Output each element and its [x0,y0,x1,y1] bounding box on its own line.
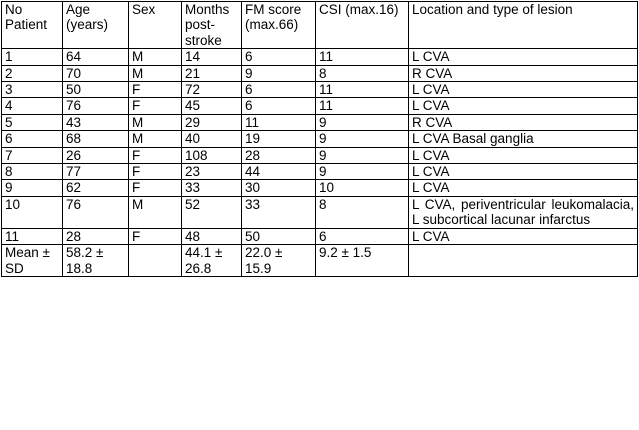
cell-sex-empty [129,245,182,277]
cell-months: 52 [182,196,242,228]
cell-lesion: L CVA [409,164,638,180]
cell-lesion-empty [409,245,638,277]
header-fm-score: FM score (max.66) [242,2,316,49]
cell-months: 21 [182,65,242,81]
table-row [2,196,638,228]
cell-sex: F [129,164,182,180]
cell-lesion: L CVA [409,147,638,163]
cell-age: 77 [63,164,129,180]
cell-months: 33 [182,180,242,196]
cell-lesion: L CVA, periventricular leukomalacia, L subcortical lacunar infarctus [409,196,638,228]
cell-age: 76 [63,196,129,228]
cell-fm-score: 30 [242,180,316,196]
cell-fm-score: 33 [242,196,316,228]
cell-fm-score: 6 [242,82,316,98]
table-row [2,49,638,65]
cell-months: 72 [182,82,242,98]
cell-patient: 10 [2,196,63,228]
cell-fm-score: 6 [242,98,316,114]
patient-characteristics-table [1,1,638,277]
cell-csi: 9 [316,164,409,180]
table-row [2,164,638,180]
cell-sex: M [129,49,182,65]
table-row [2,98,638,114]
cell-patient: 6 [2,131,63,147]
cell-patient: 2 [2,65,63,81]
cell-csi: 8 [316,196,409,228]
table-row [2,65,638,81]
cell-months: 14 [182,49,242,65]
cell-fm-score: 44 [242,164,316,180]
cell-age: 68 [63,131,129,147]
cell-csi: 11 [316,82,409,98]
cell-patient: 9 [2,180,63,196]
header-months-post-stroke: Months post-stroke [182,2,242,49]
cell-patient: 3 [2,82,63,98]
table-row [2,147,638,163]
table-row [2,114,638,130]
cell-sex: M [129,196,182,228]
table-row [2,180,638,196]
cell-age-mean: 58.2 ± 18.8 [63,245,129,277]
cell-patient: 7 [2,147,63,163]
cell-lesion: R CVA [409,65,638,81]
table-header-row [2,2,638,49]
cell-csi: 9 [316,114,409,130]
cell-lesion: L CVA [409,82,638,98]
header-csi: CSI (max.16) [316,2,409,49]
cell-months-mean: 44.1 ± 26.8 [182,245,242,277]
cell-sex: M [129,131,182,147]
cell-patient: 4 [2,98,63,114]
cell-csi-mean: 9.2 ± 1.5 [316,245,409,277]
cell-months: 29 [182,114,242,130]
cell-csi: 10 [316,180,409,196]
cell-patient: 8 [2,164,63,180]
cell-sex: F [129,98,182,114]
cell-lesion: L CVA [409,180,638,196]
table-row [2,131,638,147]
cell-age: 50 [63,82,129,98]
header-location-type-of-lesion: Location and type of lesion [409,2,638,49]
cell-lesion: L CVA [409,49,638,65]
cell-csi: 6 [316,228,409,244]
cell-fm-score: 19 [242,131,316,147]
cell-age: 64 [63,49,129,65]
cell-patient: 5 [2,114,63,130]
cell-fm-score: 11 [242,114,316,130]
cell-fm-score: 50 [242,228,316,244]
cell-csi: 11 [316,98,409,114]
cell-age: 43 [63,114,129,130]
cell-patient: 11 [2,228,63,244]
cell-patient: 1 [2,49,63,65]
cell-age: 76 [63,98,129,114]
cell-csi: 9 [316,147,409,163]
cell-sex: M [129,114,182,130]
cell-csi: 8 [316,65,409,81]
cell-fm-score-mean: 22.0 ± 15.9 [242,245,316,277]
cell-csi: 9 [316,131,409,147]
cell-fm-score: 28 [242,147,316,163]
cell-fm-score: 6 [242,49,316,65]
table-row [2,228,638,244]
cell-age: 28 [63,228,129,244]
header-no-patient: No Patient [2,2,63,49]
cell-age: 62 [63,180,129,196]
cell-fm-score: 9 [242,65,316,81]
cell-csi: 11 [316,49,409,65]
table-row [2,82,638,98]
cell-sex: F [129,228,182,244]
cell-months: 48 [182,228,242,244]
cell-months: 45 [182,98,242,114]
header-sex: Sex [129,2,182,49]
cell-lesion: R CVA [409,114,638,130]
cell-mean-sd-label: Mean ± SD [2,245,63,277]
header-age: Age (years) [63,2,129,49]
cell-age: 26 [63,147,129,163]
cell-months: 23 [182,164,242,180]
cell-sex: F [129,82,182,98]
cell-months: 40 [182,131,242,147]
cell-sex: F [129,147,182,163]
cell-sex: F [129,180,182,196]
summary-row [2,245,638,277]
cell-lesion: L CVA [409,228,638,244]
cell-lesion: L CVA Basal ganglia [409,131,638,147]
cell-lesion: L CVA [409,98,638,114]
cell-age: 70 [63,65,129,81]
cell-sex: M [129,65,182,81]
cell-months: 108 [182,147,242,163]
